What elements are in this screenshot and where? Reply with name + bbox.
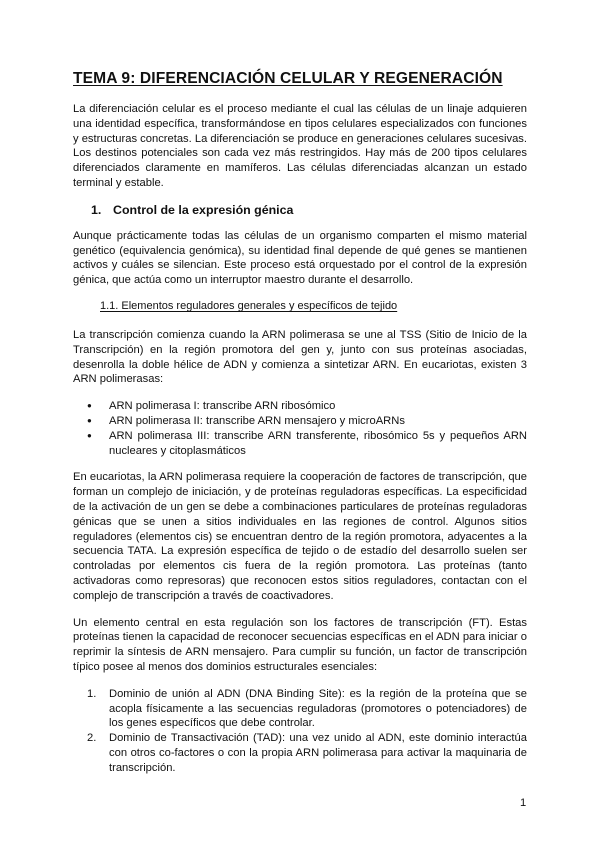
section-title: Control de la expresión génica bbox=[113, 202, 294, 217]
page-content bbox=[73, 70, 527, 787]
list-item: ● ARN polimerasa II: transcribe ARN mensajero y microARNs bbox=[73, 414, 527, 429]
transcription-paragraph: La transcripción comienza cuando la ARN polimerasa se une al TSS (Sitio de Inicio de la Transcripción) en la región promotora del gen y, junto con sus proteínas asociadas, desenrolla la doble hélice de ADN y comienza a sintetizar ARN. En eucariotas, existen 3 ARN polimerasas: bbox=[73, 328, 527, 386]
transcription-factors-paragraph: Un elemento central en esta regulación son los factores de transcripción (FT). Estas proteínas tienen la capacidad de reconocer secuencias específicas en el ADN para iniciar o reprimir la síntesis de ARN mensajero. Para cumplir su función, un factor de transcripción típico posee al menos dos dominios estructurales esenciales: bbox=[73, 616, 527, 673]
domains-list bbox=[73, 687, 527, 776]
section-paragraph: Aunque prácticamente todas las células de un organismo comparten el mismo material genético (equivalencia genómica), su identidad final depende de qué genes se mantienen activos y cuáles se silencian. Este proceso está orquestado por el control de la expresión génica, que actúa como un interruptor maestro durante el desarrollo. bbox=[73, 229, 527, 287]
list-item: ● ARN polimerasa I: transcribe ARN ribosómico bbox=[73, 399, 527, 414]
list-item bbox=[73, 687, 527, 731]
list-item-text: Dominio de unión al ADN (DNA Binding Site): es la región de la proteína que se acopla físicamente a las secuencias reguladoras (promotores o potenciadores) de los genes específicos que debe controlar. bbox=[109, 687, 527, 730]
subsection-heading: 1.1. Elementos reguladores generales y específicos de tejido bbox=[100, 299, 398, 312]
document-title: TEMA 9: DIFERENCIACIÓN CELULAR Y REGENERACIÓN bbox=[73, 70, 503, 87]
list-item bbox=[73, 731, 527, 775]
list-marker: 1. bbox=[87, 687, 97, 700]
section-number: 1. bbox=[91, 202, 102, 217]
page-number: 1 bbox=[520, 797, 527, 809]
section-heading bbox=[91, 203, 527, 217]
intro-paragraph: La diferenciación celular es el proceso mediante el cual las células de un linaje adquieren una identidad específica, transformándose en tipos celulares especializados con funciones y estructuras concretas. La diferenciación se produce en generaciones celulares sucesivas. Los destinos potenciales son cada vez más restringidos. Hay más de 200 tipos celulares diferenciados claramente en mamíferos. Las células diferenciadas alcanzan un estado terminal y estable. bbox=[73, 103, 527, 189]
list-marker: 2. bbox=[87, 732, 97, 745]
regulation-paragraph: En eucariotas, la ARN polimerasa requiere la cooperación de factores de transcripción, que forman un complejo de iniciación, y de proteínas reguladoras específicas. La especificidad de la activación de un gen se debe a combinaciones particulares de proteínas reguladoras génicas que se unen a sitios individuales en las regiones de control. Algunos sitios reguladores (elementos cis) se encuentran dentro de la región promotora, adyacentes a la secuencia TATA. La expresión específica de tejido o de estadío del desarrollo suelen ser controladas por elementos cis fuera de la región promotora. Las proteínas (tanto activadoras como represoras) que reconocen estos sitios reguladores, contactan con el complejo de transcripción a través de coactivadores. bbox=[73, 471, 527, 602]
list-item: ● ARN polimerasa III: transcribe ARN transferente, ribosómico 5s y pequeños ARN nucleares y citoplasmáticos bbox=[73, 429, 527, 459]
polymerase-list bbox=[73, 399, 527, 458]
list-item-text: Dominio de Transactivación (TAD): una vez unido al ADN, este dominio interactúa con otros co-factores o con la propia ARN polimerasa para activar la maquinaria de transcripción. bbox=[109, 732, 527, 774]
